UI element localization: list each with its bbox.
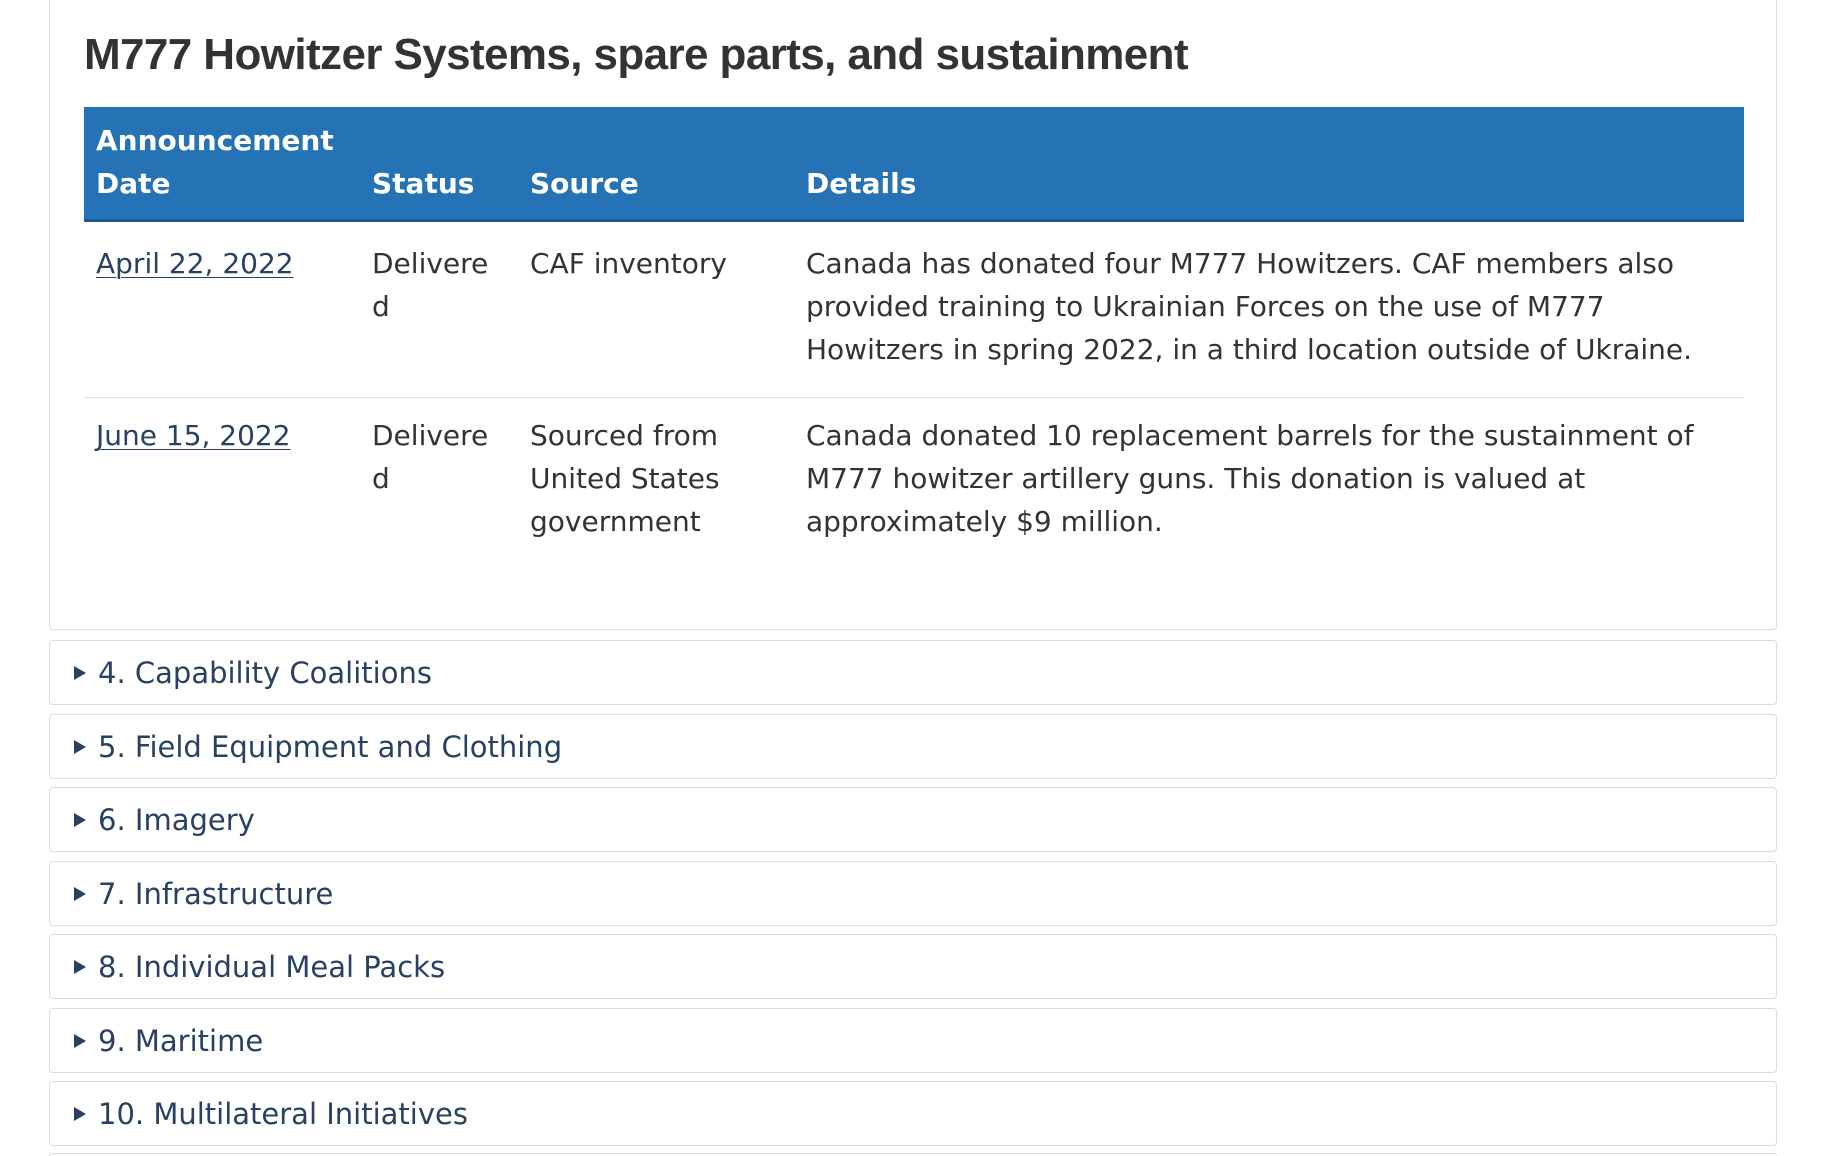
triangle-right-icon [74,740,86,754]
header-announcement-date: Announcement Date [84,107,360,221]
triangle-right-icon [74,1107,86,1121]
accordion-label: 5. Field Equipment and Clothing [98,729,563,764]
triangle-right-icon [74,887,86,901]
cell-date [84,221,360,398]
cell-source: CAF inventory [518,221,794,398]
announcement-date-link[interactable]: June 15, 2022 [96,419,291,452]
triangle-right-icon [74,960,86,974]
table-row [84,398,1744,570]
accordion-infrastructure[interactable] [49,861,1777,926]
accordion-field-equipment-clothing[interactable] [49,714,1777,779]
accordion-label: 8. Individual Meal Packs [98,949,446,984]
accordion-individual-meal-packs[interactable] [49,934,1777,999]
accordion-label: 10. Multilateral Initiatives [98,1096,468,1131]
cell-details: Canada donated 10 replacement barrels for the sustainment of M777 howitzer artillery guns. This donation is valued at approximately $9 million. [806,419,1694,538]
triangle-right-icon [74,666,86,680]
cell-status: Delivered [360,221,518,398]
accordion-imagery[interactable] [49,787,1777,852]
accordion-label: 6. Imagery [98,802,255,837]
accordion-label: 4. Capability Coalitions [98,655,432,690]
cell-status: Delivered [372,419,489,495]
accordion-capability-coalitions[interactable] [49,640,1777,705]
header-details: Details [794,107,1744,221]
donations-table [84,107,1744,569]
cell-details: Canada has donated four M777 Howitzers. CAF members also provided training to Ukrainian Forces on the use of M777 Howitzers in spring 2022, in a third location outside of Ukraine. [794,221,1744,398]
announcement-date-link[interactable]: April 22, 2022 [96,247,294,280]
accordion-maritime[interactable] [49,1008,1777,1073]
cell-date [84,398,360,570]
header-source: Source [518,107,794,221]
triangle-right-icon [74,1034,86,1048]
table-header-row [84,107,1744,221]
triangle-right-icon [74,813,86,827]
table-row [84,221,1744,398]
cell-source: Sourced from United States government [530,419,720,538]
section-title: M777 Howitzer Systems, spare parts, and sustainment [84,30,1189,79]
accordion-label: 9. Maritime [98,1023,264,1058]
accordion-label: 7. Infrastructure [98,876,334,911]
accordion-multilateral-initiatives[interactable] [49,1081,1777,1146]
header-status: Status [360,107,518,221]
